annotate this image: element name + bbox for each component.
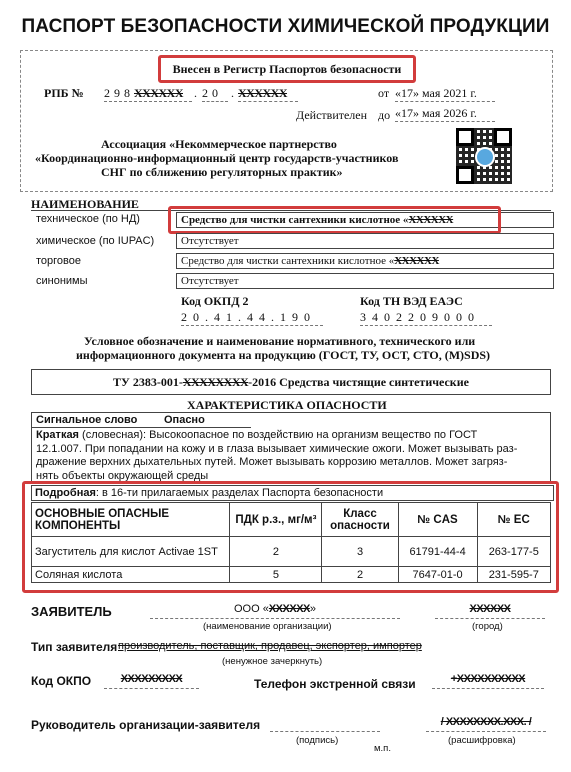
col-components: ОСНОВНЫЕ ОПАСНЫЕ КОМПОНЕНТЫ: [32, 503, 230, 537]
applicant-type-label: Тип заявителя: [31, 640, 118, 654]
trade-name-label: торговое: [36, 255, 81, 267]
component-name: Соляная кислота: [32, 567, 230, 583]
city-redacted: XXXXXX: [469, 603, 511, 615]
applicant-label: ЗАЯВИТЕЛЬ: [31, 604, 112, 619]
city-caption: (город): [472, 621, 503, 632]
association-line-3: СНГ по сближению регуляторных практик»: [101, 165, 343, 179]
hazardous-components-table: [31, 502, 551, 583]
detailed-hazard-line: Подробная: в 16-ти прилагаемых разделах Паспорта безопасности: [31, 485, 554, 501]
normative-redacted: XXXXXXXX: [182, 375, 249, 389]
technical-name-label: техническое (по НД): [36, 213, 140, 225]
chemical-name-label: химическое (по IUPAC): [36, 235, 155, 247]
applicant-org-field: ООО «XXXXXX»: [150, 603, 400, 619]
org-caption: (наименование организации): [203, 621, 332, 632]
rpb-number-part2: 2 0: [202, 86, 228, 102]
rpb-redacted-1: XXXXXX: [134, 86, 183, 100]
signature-caption: (подпись): [296, 735, 339, 746]
normative-document-box: ТУ 2383-001-XXXXXXXX-2016 Средства чистящие синтетические: [31, 369, 551, 395]
okpo-label: Код ОКПО: [31, 674, 92, 688]
rpb-valid-label: Действителен: [296, 108, 368, 122]
brief-hazard-text: Краткая (словесная): Высокоопасное по воздействию на организм вещество по ГОСТ 12.1.007. При попадании на кожу и в глаза вызывает химические ожоги. Может вызывать раз- дражение верхних дыхательных путей. Может вызывать коррозию металлов. Может загряз- нять объекты окружающей среды: [36, 429, 518, 482]
registry-banner-text: Внесен в Регистр Паспортов безопасности: [172, 62, 402, 76]
component-ec: 231-595-7: [477, 567, 550, 583]
document-title: ПАСПОРТ БЕЗОПАСНОСТИ ХИМИЧЕСКОЙ ПРОДУКЦИИ: [21, 16, 550, 37]
component-class: 3: [322, 537, 398, 567]
qr-code-icon: [456, 128, 512, 184]
component-cas: 61791-44-4: [398, 537, 477, 567]
col-pdk: ПДК р.з., мг/м³: [230, 503, 322, 537]
col-cas: № CAS: [398, 503, 477, 537]
normative-heading-line-1: Условное обозначение и наименование нормативного, технического или: [84, 334, 476, 348]
applicant-type-caption: (ненужное зачеркнуть): [222, 656, 323, 667]
decoding-redacted: / XXXXXXXX.XXX. /: [440, 716, 532, 728]
okpo-redacted: XXXXXXXXX: [120, 673, 183, 685]
synonyms-label: синонимы: [36, 275, 88, 287]
org-redacted: XXXXXX: [268, 603, 310, 615]
component-pdk: 5: [230, 567, 322, 583]
rpb-number-part1: 2 9 8 XXXXXX: [104, 86, 192, 102]
component-class: 2: [322, 567, 398, 583]
component-name: Загуститель для кислот Activae 1ST: [32, 537, 230, 567]
okpd-value: 2 0 . 4 1 . 4 4 . 1 9 0: [181, 310, 323, 326]
rpb-to-label: до: [378, 108, 391, 122]
normative-heading-line-2: информационного документа на продукцию (ГОСТ, ТУ, ОСТ, СТО, (M)SDS): [76, 348, 491, 362]
col-ec: № ЕС: [477, 503, 550, 537]
component-pdk: 2: [230, 537, 322, 567]
rpb-label: РПБ №: [44, 86, 84, 100]
phone-redacted: +XXXXXXXXXX: [450, 673, 526, 685]
stamp-place: м.п.: [374, 743, 391, 754]
col-hazard-class: Класс опасности: [322, 503, 398, 537]
applicant-city-field: [435, 603, 545, 619]
signature-line: [270, 731, 380, 732]
chemical-name-field: Отсутствует: [176, 233, 554, 249]
signal-word-label: Сигнальное слово: [36, 414, 138, 426]
decoding-caption: (расшифровка): [448, 735, 516, 746]
technical-name-field: Средство для чистки сантехники кислотное «XXXXXX: [176, 212, 554, 228]
okpd-label: Код ОКПД 2: [181, 294, 249, 308]
association-line-2: «Координационно-информационный центр государств-участников: [35, 151, 399, 165]
table-header-row: [32, 503, 551, 537]
hazard-header: ХАРАКТЕРИСТИКА ОПАСНОСТИ: [187, 398, 387, 412]
table-row: [32, 567, 551, 583]
trade-redacted: XXXXXX: [394, 255, 439, 267]
rpb-to-date: «17» мая 2026 г.: [395, 106, 495, 122]
tnved-label: Код ТН ВЭД ЕАЭС: [360, 294, 463, 308]
okpo-field: [104, 673, 199, 689]
rpb-from-label: от: [378, 86, 390, 100]
emergency-phone-field: [432, 673, 544, 689]
rpb-redacted-2: XXXXXX: [238, 86, 287, 100]
naming-header: НАИМЕНОВАНИЕ: [31, 197, 139, 211]
rpb-from-date: «17» мая 2021 г.: [395, 86, 495, 102]
trade-name-field: Средство для чистки сантехники кислотное «XXXXXX: [176, 253, 554, 269]
rpb-number-part3: [238, 86, 298, 102]
applicant-type-value: производитель, поставщик, продавец, экспортер, импортер: [118, 640, 422, 652]
signal-word-value: Опасно: [164, 414, 205, 426]
emergency-phone-label: Телефон экстренной связи: [254, 677, 416, 691]
component-cas: 7647-01-0: [398, 567, 477, 583]
synonyms-field: Отсутствует: [176, 273, 554, 289]
technical-name-highlight: [168, 206, 501, 234]
table-row: [32, 537, 551, 567]
tnved-value: 3 4 0 2 2 0 9 0 0 0: [360, 310, 492, 326]
decoding-field: [426, 716, 546, 732]
association-line-1: Ассоциация «Некоммерческое партнерство: [101, 137, 337, 151]
technical-redacted: XXXXXX: [408, 214, 454, 226]
head-of-organization-label: Руководитель организации-заявителя: [31, 718, 261, 732]
component-ec: 263-177-5: [477, 537, 550, 567]
registry-banner: [158, 55, 416, 83]
